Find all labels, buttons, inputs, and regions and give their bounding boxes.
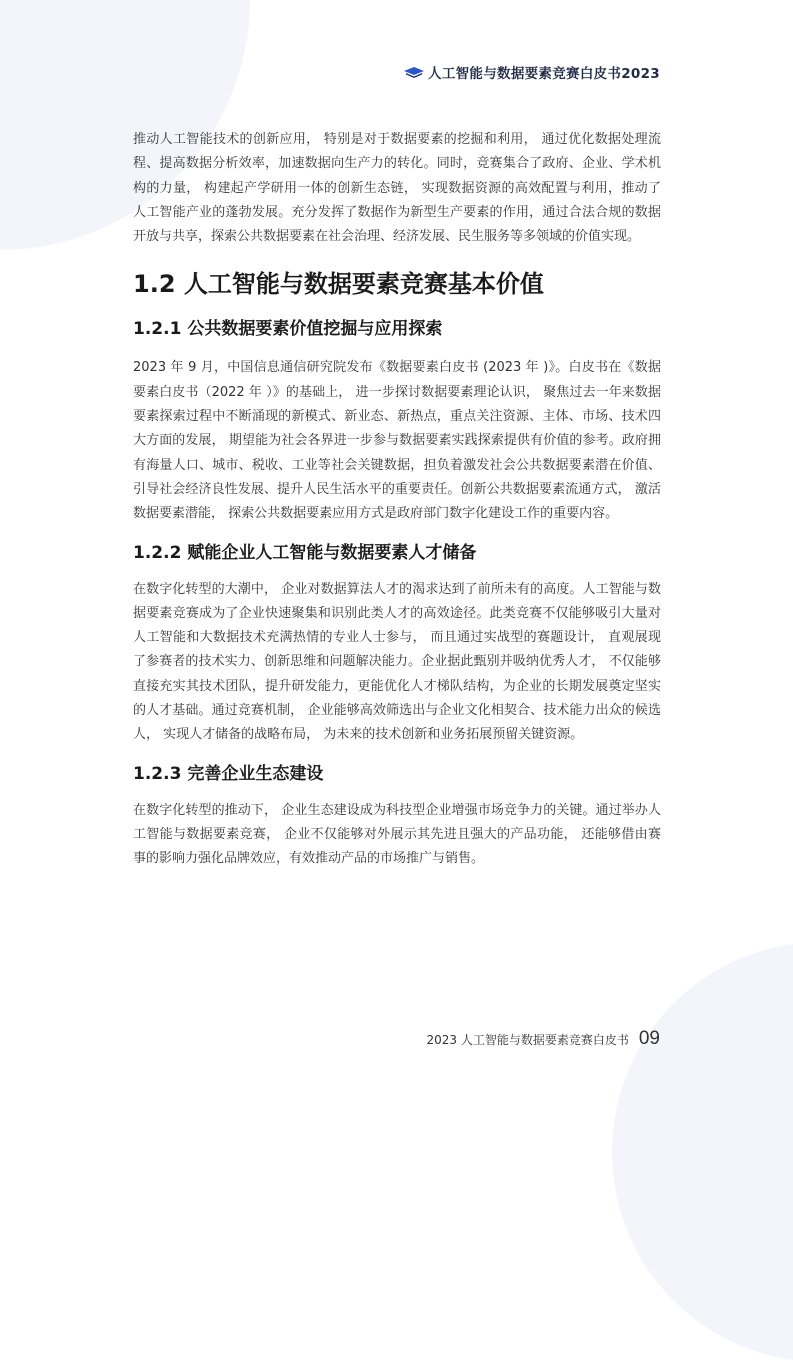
subsection-paragraph-1-2-2: 在数字化转型的大潮中， 企业对数据算法人才的渴求达到了前所未有的高度。人工智能与数据要素竞赛成为了企业快速聚集和识别此类人才的高效途径。此类竞赛不仅能够吸引大量对人工智能和大数据技术充满热情的专业人士参与， 而且通过实战型的赛题设计， 直观展现了参赛者的技术实力、创新思维和问题解决能力。企业据此甄别并吸纳优秀人才， 不仅能够直接充实其技术团队，提升研发能力，更能优化人才梯队结构，为企业的长期发展奠定坚实的人才基础。通过竞赛机制， 企业能够高效筛选出与企业文化相契合、技术能力出众的候选人， 实现人才储备的战略布局， 为未来的技术创新和业务拓展预留关键资源。	[133, 581, 661, 743]
page-body	[133, 128, 661, 872]
subsection-paragraph-1-2-3: 在数字化转型的推动下， 企业生态建设成为科技型企业增强市场竞争力的关键。通过举办人工智能与数据要素竞赛， 企业不仅能够对外展示其先进且强大的产品功能， 还能够借由赛事的影响力强化品牌效应，有效推动产品的市场推广与销售。	[133, 802, 661, 867]
footer-title: 2023 人工智能与数据要素竞赛白皮书	[426, 1033, 629, 1047]
section-title: 1.2 人工智能与数据要素竞赛基本价值	[133, 270, 544, 299]
subsection-title-1-2-2: 1.2.2 赋能企业人工智能与数据要素人才储备	[133, 542, 477, 563]
subsection-title-1-2-1: 1.2.1 公共数据要素价值挖掘与应用探索	[133, 319, 443, 340]
decorative-circle-bottom-right	[612, 942, 793, 1362]
subsection-paragraph-1-2-1: 2023 年 9 月，中国信息通信研究院发布《数据要素白皮书 (2023 年 )》。白皮书在《数据要素白皮书（2022 年 ）》的基础上， 进一步探讨数据要素理论认识， 聚焦过去一年来数据要素探索过程中不断涌现的新模式、新业态、新热点，重点关注资源、主体、市场、技术四大方面的发展， 期望能为社会各界进一步参与数据要素实践探索提供有价值的参考。政府拥有海量人口、城市、税收、工业等社会关键数据，担负着激发社会公共数据要素潜在价值、引导社会经济良性发展、提升人民生活水平的重要责任。创新公共数据要素流通方式， 激活数据要素潜能， 探索公共数据要素应用方式是政府部门数字化建设工作的重要内容。	[133, 360, 661, 522]
subsection-title-1-2-3: 1.2.3 完善企业生态建设	[133, 763, 324, 784]
running-header	[404, 62, 660, 82]
running-header-title: 人工智能与数据要素竞赛白皮书2023	[428, 66, 660, 82]
page-footer	[427, 1028, 661, 1050]
book-stack-icon	[404, 66, 424, 78]
intro-paragraph: 推动人工智能技术的创新应用， 特别是对于数据要素的挖掘和利用， 通过优化数据处理流程、提高数据分析效率，加速数据向生产力的转化。同时，竞赛集合了政府、企业、学术机构的力量， 构建起产学研用一体的创新生态链， 实现数据资源的高效配置与利用，推动了人工智能产业的蓬勃发展。充分发挥了数据作为新型生产要素的作用，通过合法合规的数据开放与共享，探索公共数据要素在社会治理、经济发展、民生服务等多领域的价值实现。	[133, 132, 661, 245]
page-number: 09	[638, 1028, 660, 1049]
